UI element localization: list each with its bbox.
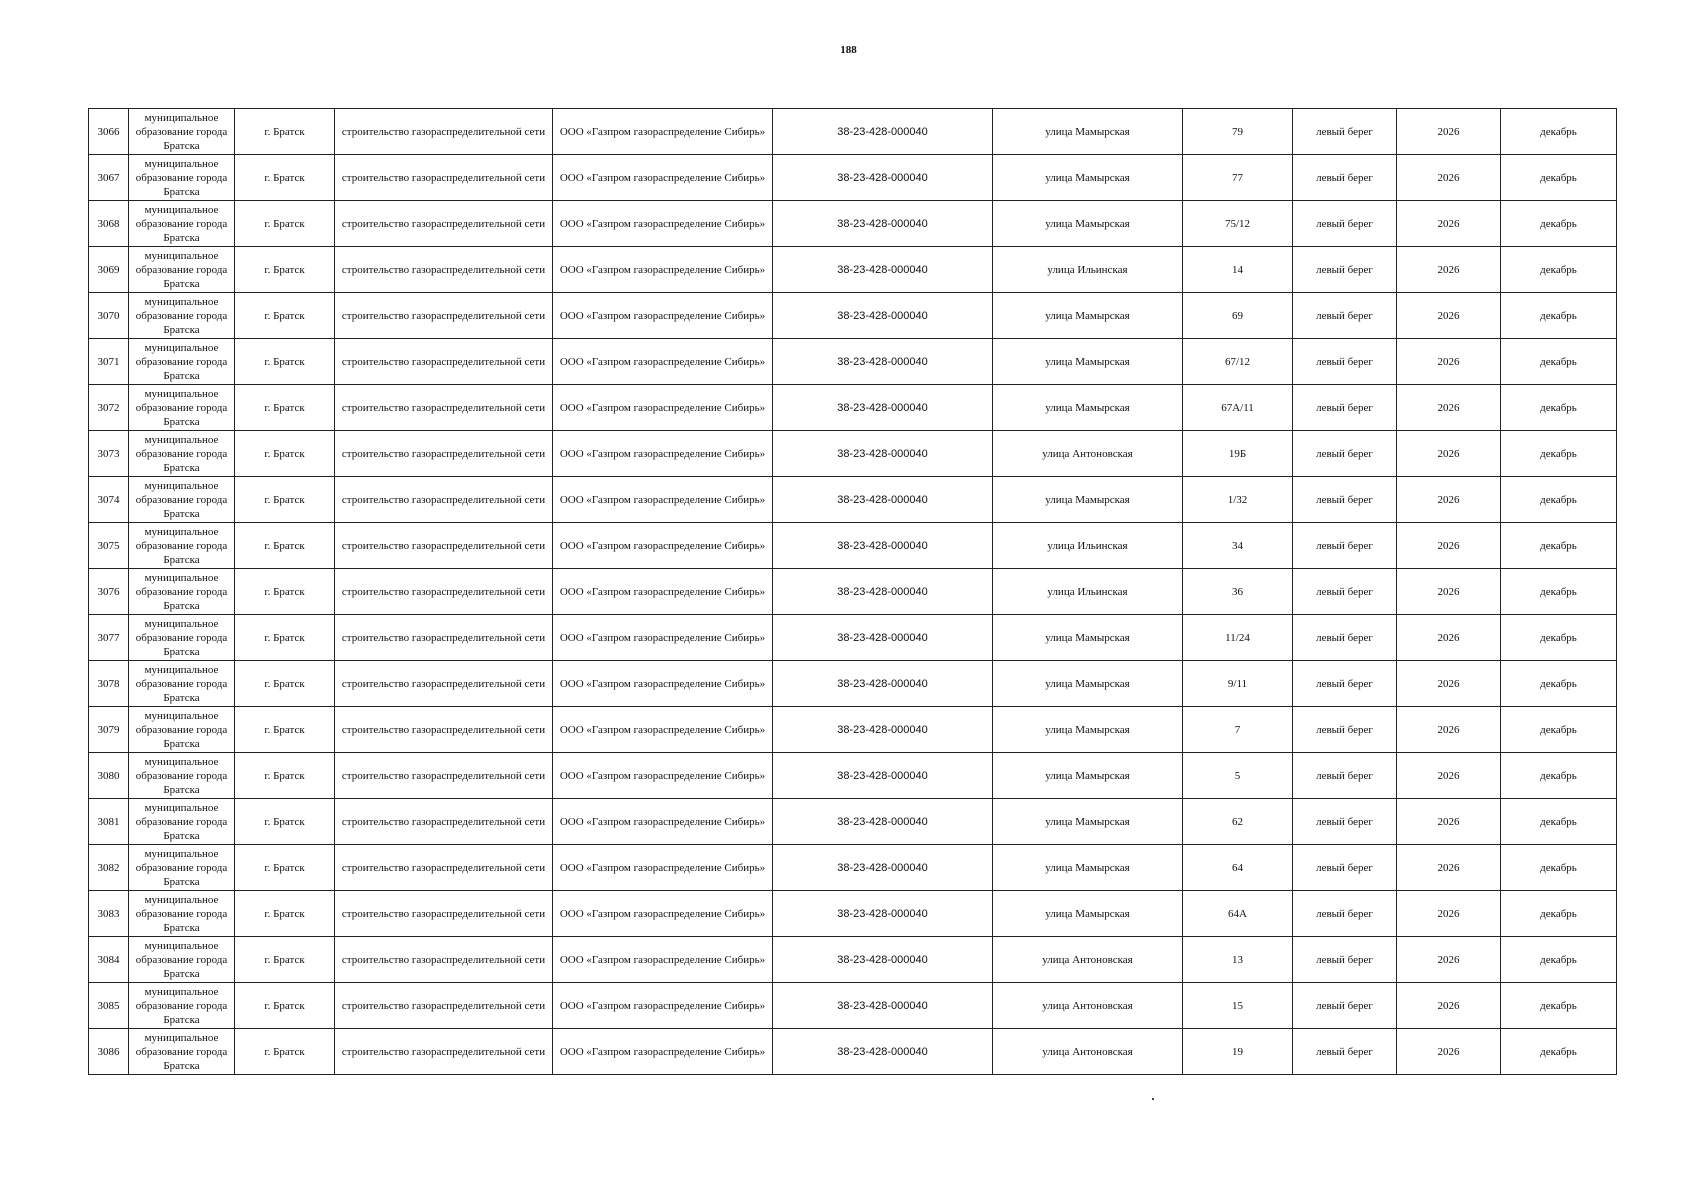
river-bank-cell: левый берег [1293,385,1397,431]
work-type-cell: строительство газораспределительной сети [335,983,553,1029]
municipality-cell: муниципальное образование города Братска [129,799,235,845]
river-bank-cell: левый берег [1293,615,1397,661]
city-cell: г. Братск [235,339,335,385]
row-number-cell: 3083 [89,891,129,937]
month-cell: декабрь [1501,247,1617,293]
municipality-cell: муниципальное образование города Братска [129,247,235,293]
city-cell: г. Братск [235,753,335,799]
city-cell: г. Братск [235,155,335,201]
table-row [89,661,1617,707]
month-cell: декабрь [1501,109,1617,155]
row-number-cell: 3085 [89,983,129,1029]
house-number-cell: 7 [1183,707,1293,753]
table-row [89,1029,1617,1075]
house-number-cell: 13 [1183,937,1293,983]
river-bank-cell: левый берег [1293,201,1397,247]
month-cell: декабрь [1501,983,1617,1029]
month-cell: декабрь [1501,201,1617,247]
object-code-cell: 38-23-428-000040 [773,707,993,753]
organization-cell: ООО «Газпром газораспределение Сибирь» [553,615,773,661]
street-cell: улица Ильинская [993,247,1183,293]
row-number-cell: 3069 [89,247,129,293]
city-cell: г. Братск [235,293,335,339]
city-cell: г. Братск [235,615,335,661]
organization-cell: ООО «Газпром газораспределение Сибирь» [553,569,773,615]
object-code-cell: 38-23-428-000040 [773,201,993,247]
river-bank-cell: левый берег [1293,1029,1397,1075]
city-cell: г. Братск [235,431,335,477]
city-cell: г. Братск [235,523,335,569]
house-number-cell: 75/12 [1183,201,1293,247]
river-bank-cell: левый берег [1293,523,1397,569]
row-number-cell: 3084 [89,937,129,983]
river-bank-cell: левый берег [1293,431,1397,477]
street-cell: улица Мамырская [993,615,1183,661]
river-bank-cell: левый берег [1293,799,1397,845]
object-code-cell: 38-23-428-000040 [773,1029,993,1075]
work-type-cell: строительство газораспределительной сети [335,615,553,661]
object-code-cell: 38-23-428-000040 [773,385,993,431]
river-bank-cell: левый берег [1293,155,1397,201]
organization-cell: ООО «Газпром газораспределение Сибирь» [553,385,773,431]
work-type-cell: строительство газораспределительной сети [335,339,553,385]
street-cell: улица Ильинская [993,523,1183,569]
year-cell: 2026 [1397,293,1501,339]
house-number-cell: 19Б [1183,431,1293,477]
municipality-cell: муниципальное образование города Братска [129,753,235,799]
table-row [89,845,1617,891]
month-cell: декабрь [1501,753,1617,799]
river-bank-cell: левый берег [1293,293,1397,339]
municipality-cell: муниципальное образование города Братска [129,385,235,431]
year-cell: 2026 [1397,661,1501,707]
municipality-cell: муниципальное образование города Братска [129,615,235,661]
month-cell: декабрь [1501,431,1617,477]
street-cell: улица Антоновская [993,1029,1183,1075]
municipality-cell: муниципальное образование города Братска [129,569,235,615]
organization-cell: ООО «Газпром газораспределение Сибирь» [553,247,773,293]
month-cell: декабрь [1501,293,1617,339]
year-cell: 2026 [1397,845,1501,891]
street-cell: улица Мамырская [993,845,1183,891]
river-bank-cell: левый берег [1293,339,1397,385]
street-cell: улица Антоновская [993,431,1183,477]
year-cell: 2026 [1397,937,1501,983]
object-code-cell: 38-23-428-000040 [773,293,993,339]
object-code-cell: 38-23-428-000040 [773,339,993,385]
month-cell: декабрь [1501,1029,1617,1075]
row-number-cell: 3079 [89,707,129,753]
row-number-cell: 3080 [89,753,129,799]
table-row [89,339,1617,385]
table-row [89,891,1617,937]
year-cell: 2026 [1397,385,1501,431]
house-number-cell: 67А/11 [1183,385,1293,431]
city-cell: г. Братск [235,201,335,247]
organization-cell: ООО «Газпром газораспределение Сибирь» [553,799,773,845]
work-type-cell: строительство газораспределительной сети [335,431,553,477]
month-cell: декабрь [1501,615,1617,661]
table-row [89,431,1617,477]
object-code-cell: 38-23-428-000040 [773,845,993,891]
object-code-cell: 38-23-428-000040 [773,891,993,937]
table-row [89,293,1617,339]
table-row [89,385,1617,431]
organization-cell: ООО «Газпром газораспределение Сибирь» [553,661,773,707]
row-number-cell: 3075 [89,523,129,569]
table-row [89,201,1617,247]
year-cell: 2026 [1397,891,1501,937]
house-number-cell: 77 [1183,155,1293,201]
row-number-cell: 3081 [89,799,129,845]
house-number-cell: 15 [1183,983,1293,1029]
table-row [89,569,1617,615]
table-row [89,937,1617,983]
row-number-cell: 3071 [89,339,129,385]
object-code-cell: 38-23-428-000040 [773,753,993,799]
river-bank-cell: левый берег [1293,983,1397,1029]
object-code-cell: 38-23-428-000040 [773,109,993,155]
river-bank-cell: левый берег [1293,891,1397,937]
organization-cell: ООО «Газпром газораспределение Сибирь» [553,293,773,339]
year-cell: 2026 [1397,431,1501,477]
municipality-cell: муниципальное образование города Братска [129,661,235,707]
city-cell: г. Братск [235,109,335,155]
house-number-cell: 19 [1183,1029,1293,1075]
row-number-cell: 3066 [89,109,129,155]
city-cell: г. Братск [235,661,335,707]
house-number-cell: 5 [1183,753,1293,799]
year-cell: 2026 [1397,983,1501,1029]
house-number-cell: 36 [1183,569,1293,615]
organization-cell: ООО «Газпром газораспределение Сибирь» [553,339,773,385]
table-row [89,753,1617,799]
year-cell: 2026 [1397,707,1501,753]
work-type-cell: строительство газораспределительной сети [335,477,553,523]
year-cell: 2026 [1397,247,1501,293]
work-type-cell: строительство газораспределительной сети [335,201,553,247]
city-cell: г. Братск [235,477,335,523]
river-bank-cell: левый берег [1293,247,1397,293]
work-type-cell: строительство газораспределительной сети [335,385,553,431]
work-type-cell: строительство газораспределительной сети [335,1029,553,1075]
work-type-cell: строительство газораспределительной сети [335,661,553,707]
month-cell: декабрь [1501,569,1617,615]
municipality-cell: муниципальное образование города Братска [129,339,235,385]
year-cell: 2026 [1397,339,1501,385]
work-type-cell: строительство газораспределительной сети [335,569,553,615]
row-number-cell: 3082 [89,845,129,891]
table-row [89,615,1617,661]
year-cell: 2026 [1397,155,1501,201]
object-code-cell: 38-23-428-000040 [773,247,993,293]
row-number-cell: 3077 [89,615,129,661]
object-code-cell: 38-23-428-000040 [773,569,993,615]
city-cell: г. Братск [235,569,335,615]
organization-cell: ООО «Газпром газораспределение Сибирь» [553,477,773,523]
municipality-cell: муниципальное образование города Братска [129,293,235,339]
municipality-cell: муниципальное образование города Братска [129,477,235,523]
city-cell: г. Братск [235,707,335,753]
organization-cell: ООО «Газпром газораспределение Сибирь» [553,1029,773,1075]
street-cell: улица Мамырская [993,339,1183,385]
house-number-cell: 9/11 [1183,661,1293,707]
city-cell: г. Братск [235,385,335,431]
month-cell: декабрь [1501,891,1617,937]
object-code-cell: 38-23-428-000040 [773,661,993,707]
organization-cell: ООО «Газпром газораспределение Сибирь» [553,201,773,247]
organization-cell: ООО «Газпром газораспределение Сибирь» [553,155,773,201]
house-number-cell: 11/24 [1183,615,1293,661]
organization-cell: ООО «Газпром газораспределение Сибирь» [553,937,773,983]
row-number-cell: 3086 [89,1029,129,1075]
street-cell: улица Мамырская [993,891,1183,937]
work-type-cell: строительство газораспределительной сети [335,799,553,845]
object-code-cell: 38-23-428-000040 [773,615,993,661]
municipality-cell: муниципальное образование города Братска [129,1029,235,1075]
object-code-cell: 38-23-428-000040 [773,937,993,983]
river-bank-cell: левый берег [1293,477,1397,523]
municipality-cell: муниципальное образование города Братска [129,891,235,937]
registry-rows [89,109,1617,1075]
street-cell: улица Мамырская [993,661,1183,707]
work-type-cell: строительство газораспределительной сети [335,937,553,983]
registry-table [88,108,1617,1075]
organization-cell: ООО «Газпром газораспределение Сибирь» [553,523,773,569]
work-type-cell: строительство газораспределительной сети [335,155,553,201]
city-cell: г. Братск [235,937,335,983]
month-cell: декабрь [1501,707,1617,753]
organization-cell: ООО «Газпром газораспределение Сибирь» [553,109,773,155]
object-code-cell: 38-23-428-000040 [773,431,993,477]
year-cell: 2026 [1397,201,1501,247]
object-code-cell: 38-23-428-000040 [773,477,993,523]
year-cell: 2026 [1397,753,1501,799]
street-cell: улица Мамырская [993,477,1183,523]
street-cell: улица Мамырская [993,753,1183,799]
row-number-cell: 3072 [89,385,129,431]
table-row [89,109,1617,155]
month-cell: декабрь [1501,477,1617,523]
house-number-cell: 67/12 [1183,339,1293,385]
house-number-cell: 62 [1183,799,1293,845]
month-cell: декабрь [1501,339,1617,385]
row-number-cell: 3073 [89,431,129,477]
table-row [89,247,1617,293]
month-cell: декабрь [1501,799,1617,845]
street-cell: улица Антоновская [993,937,1183,983]
table-row [89,477,1617,523]
year-cell: 2026 [1397,523,1501,569]
street-cell: улица Мамырская [993,109,1183,155]
city-cell: г. Братск [235,845,335,891]
row-number-cell: 3074 [89,477,129,523]
city-cell: г. Братск [235,983,335,1029]
year-cell: 2026 [1397,615,1501,661]
municipality-cell: муниципальное образование города Братска [129,109,235,155]
row-number-cell: 3067 [89,155,129,201]
row-number-cell: 3068 [89,201,129,247]
year-cell: 2026 [1397,1029,1501,1075]
year-cell: 2026 [1397,477,1501,523]
work-type-cell: строительство газораспределительной сети [335,293,553,339]
table-row [89,523,1617,569]
street-cell: улица Мамырская [993,385,1183,431]
municipality-cell: муниципальное образование города Братска [129,431,235,477]
house-number-cell: 34 [1183,523,1293,569]
street-cell: улица Мамырская [993,799,1183,845]
row-number-cell: 3070 [89,293,129,339]
river-bank-cell: левый берег [1293,753,1397,799]
river-bank-cell: левый берег [1293,661,1397,707]
month-cell: декабрь [1501,845,1617,891]
street-cell: улица Мамырская [993,707,1183,753]
object-code-cell: 38-23-428-000040 [773,155,993,201]
municipality-cell: муниципальное образование города Братска [129,201,235,247]
table-row [89,707,1617,753]
city-cell: г. Братск [235,891,335,937]
city-cell: г. Братск [235,1029,335,1075]
year-cell: 2026 [1397,569,1501,615]
house-number-cell: 64А [1183,891,1293,937]
page-number: 188 [840,44,857,56]
river-bank-cell: левый берег [1293,109,1397,155]
city-cell: г. Братск [235,247,335,293]
work-type-cell: строительство газораспределительной сети [335,845,553,891]
municipality-cell: муниципальное образование города Братска [129,937,235,983]
work-type-cell: строительство газораспределительной сети [335,753,553,799]
row-number-cell: 3076 [89,569,129,615]
city-cell: г. Братск [235,799,335,845]
organization-cell: ООО «Газпром газораспределение Сибирь» [553,431,773,477]
object-code-cell: 38-23-428-000040 [773,799,993,845]
year-cell: 2026 [1397,799,1501,845]
street-cell: улица Мамырская [993,155,1183,201]
month-cell: декабрь [1501,523,1617,569]
work-type-cell: строительство газораспределительной сети [335,523,553,569]
organization-cell: ООО «Газпром газораспределение Сибирь» [553,891,773,937]
object-code-cell: 38-23-428-000040 [773,523,993,569]
organization-cell: ООО «Газпром газораспределение Сибирь» [553,845,773,891]
street-cell: улица Антоновская [993,983,1183,1029]
municipality-cell: муниципальное образование города Братска [129,845,235,891]
river-bank-cell: левый берег [1293,845,1397,891]
street-cell: улица Мамырская [993,201,1183,247]
street-cell: улица Ильинская [993,569,1183,615]
table-row [89,983,1617,1029]
organization-cell: ООО «Газпром газораспределение Сибирь» [553,707,773,753]
municipality-cell: муниципальное образование города Братска [129,155,235,201]
year-cell: 2026 [1397,109,1501,155]
municipality-cell: муниципальное образование города Братска [129,983,235,1029]
organization-cell: ООО «Газпром газораспределение Сибирь» [553,983,773,1029]
house-number-cell: 1/32 [1183,477,1293,523]
table-row [89,799,1617,845]
month-cell: декабрь [1501,937,1617,983]
work-type-cell: строительство газораспределительной сети [335,891,553,937]
river-bank-cell: левый берег [1293,569,1397,615]
house-number-cell: 64 [1183,845,1293,891]
river-bank-cell: левый берег [1293,937,1397,983]
table-row [89,155,1617,201]
municipality-cell: муниципальное образование города Братска [129,707,235,753]
month-cell: декабрь [1501,661,1617,707]
work-type-cell: строительство газораспределительной сети [335,707,553,753]
house-number-cell: 79 [1183,109,1293,155]
object-code-cell: 38-23-428-000040 [773,983,993,1029]
scan-speck [1152,1098,1154,1100]
row-number-cell: 3078 [89,661,129,707]
work-type-cell: строительство газораспределительной сети [335,109,553,155]
street-cell: улица Мамырская [993,293,1183,339]
river-bank-cell: левый берег [1293,707,1397,753]
house-number-cell: 14 [1183,247,1293,293]
work-type-cell: строительство газораспределительной сети [335,247,553,293]
house-number-cell: 69 [1183,293,1293,339]
municipality-cell: муниципальное образование города Братска [129,523,235,569]
month-cell: декабрь [1501,385,1617,431]
organization-cell: ООО «Газпром газораспределение Сибирь» [553,753,773,799]
month-cell: декабрь [1501,155,1617,201]
